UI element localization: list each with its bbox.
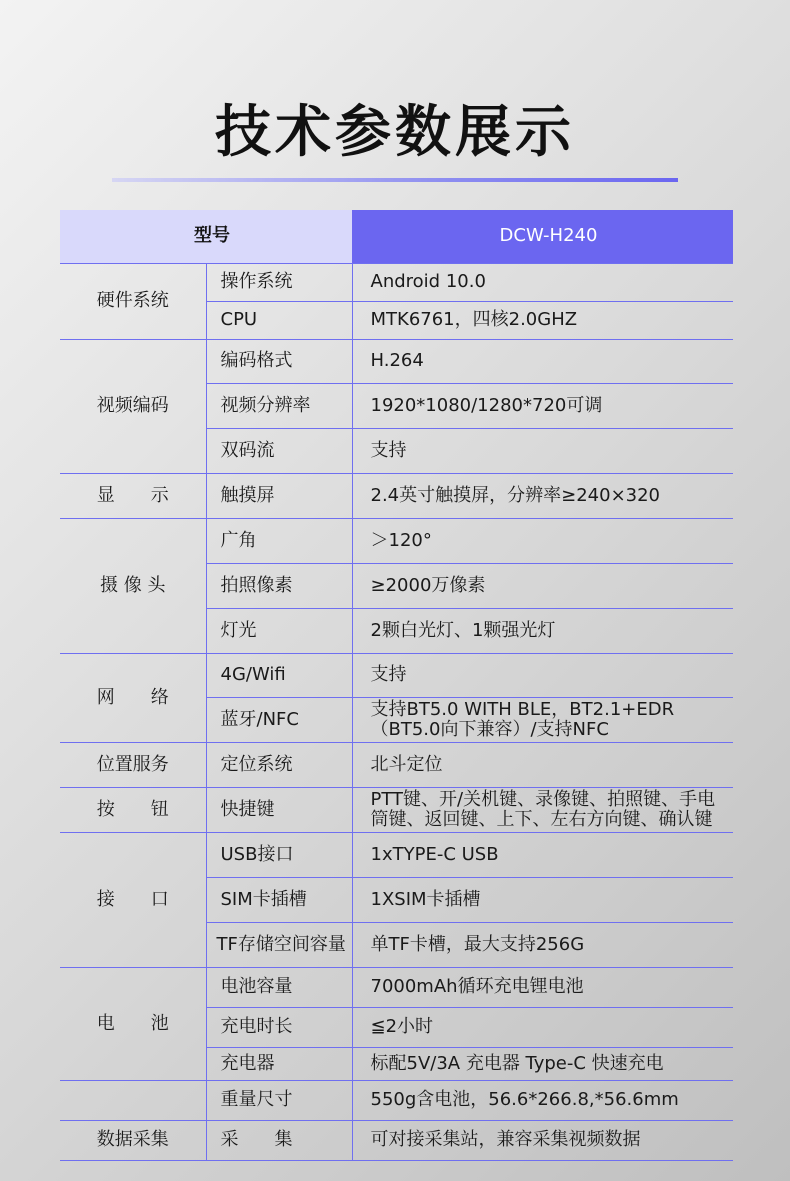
value-cell: 标配5V/3A 充电器 Type-C 快速充电 [352, 1047, 733, 1080]
item-cell: 4G/Wifi [206, 653, 352, 697]
value-cell: 可对接采集站，兼容采集视频数据 [352, 1120, 733, 1160]
value-cell: 支持 [352, 428, 733, 473]
item-cell: 灯光 [206, 608, 352, 653]
table-row [60, 832, 733, 877]
table-row [60, 1080, 733, 1120]
table-row [60, 518, 733, 563]
item-cell: 广角 [206, 518, 352, 563]
category-cell: 接 口 [60, 832, 206, 967]
item-cell: 编码格式 [206, 339, 352, 383]
item-cell: SIM卡插槽 [206, 877, 352, 922]
value-cell: 1XSIM卡插槽 [352, 877, 733, 922]
category-cell: 电 池 [60, 967, 206, 1080]
category-cell: 数据采集 [60, 1120, 206, 1160]
table-row [60, 742, 733, 787]
table-row [60, 339, 733, 383]
item-cell: CPU [206, 301, 352, 339]
table-row [60, 653, 733, 697]
category-cell: 视频编码 [60, 339, 206, 473]
category-cell: 显 示 [60, 473, 206, 518]
item-cell: 充电时长 [206, 1007, 352, 1047]
value-cell: ≦2小时 [352, 1007, 733, 1047]
value-cell: MTK6761，四核2.0GHZ [352, 301, 733, 339]
item-cell: USB接口 [206, 832, 352, 877]
value-cell: H.264 [352, 339, 733, 383]
spec-table [60, 210, 733, 1161]
table-header-row [60, 210, 733, 263]
item-cell: 采 集 [206, 1120, 352, 1160]
table-row [60, 1120, 733, 1160]
value-cell: ＞120° [352, 518, 733, 563]
value-cell: ≥2000万像素 [352, 563, 733, 608]
table-row [60, 473, 733, 518]
item-cell: 双码流 [206, 428, 352, 473]
category-cell [60, 1080, 206, 1120]
value-cell: 1xTYPE-C USB [352, 832, 733, 877]
category-cell: 摄 像 头 [60, 518, 206, 653]
value-cell: 550g含电池，56.6*266.8,*56.6mm [352, 1080, 733, 1120]
value-cell: PTT键、开/关机键、录像键、拍照键、手电筒键、返回键、上下、左右方向键、确认键 [352, 787, 733, 832]
item-cell: 拍照像素 [206, 563, 352, 608]
table-row [60, 263, 733, 301]
model-value: DCW-H240 [352, 210, 733, 263]
category-cell: 按 钮 [60, 787, 206, 832]
value-cell: Android 10.0 [352, 263, 733, 301]
item-cell: 充电器 [206, 1047, 352, 1080]
item-cell: 重量尺寸 [206, 1080, 352, 1120]
value-cell: 支持BT5.0 WITH BLE，BT2.1+EDR（BT5.0向下兼容）/支持NFC [352, 697, 733, 742]
item-cell: TF存储空间容量 [206, 922, 352, 967]
category-cell: 硬件系统 [60, 263, 206, 339]
model-label: 型号 [60, 210, 352, 263]
item-cell: 蓝牙/NFC [206, 697, 352, 742]
value-cell: 7000mAh循环充电锂电池 [352, 967, 733, 1007]
value-cell: 单TF卡槽，最大支持256G [352, 922, 733, 967]
value-cell: 1920*1080/1280*720可调 [352, 383, 733, 428]
value-cell: 2.4英寸触摸屏，分辨率≥240×320 [352, 473, 733, 518]
title-underline [112, 178, 678, 182]
value-cell: 2颗白光灯、1颗强光灯 [352, 608, 733, 653]
category-cell: 位置服务 [60, 742, 206, 787]
item-cell: 操作系统 [206, 263, 352, 301]
page-title: 技术参数展示 [215, 100, 575, 165]
value-cell: 支持 [352, 653, 733, 697]
item-cell: 触摸屏 [206, 473, 352, 518]
item-cell: 快捷键 [206, 787, 352, 832]
table-row [60, 787, 733, 832]
table-row [60, 967, 733, 1007]
value-cell: 北斗定位 [352, 742, 733, 787]
item-cell: 视频分辨率 [206, 383, 352, 428]
category-cell: 网 络 [60, 653, 206, 742]
item-cell: 电池容量 [206, 967, 352, 1007]
item-cell: 定位系统 [206, 742, 352, 787]
